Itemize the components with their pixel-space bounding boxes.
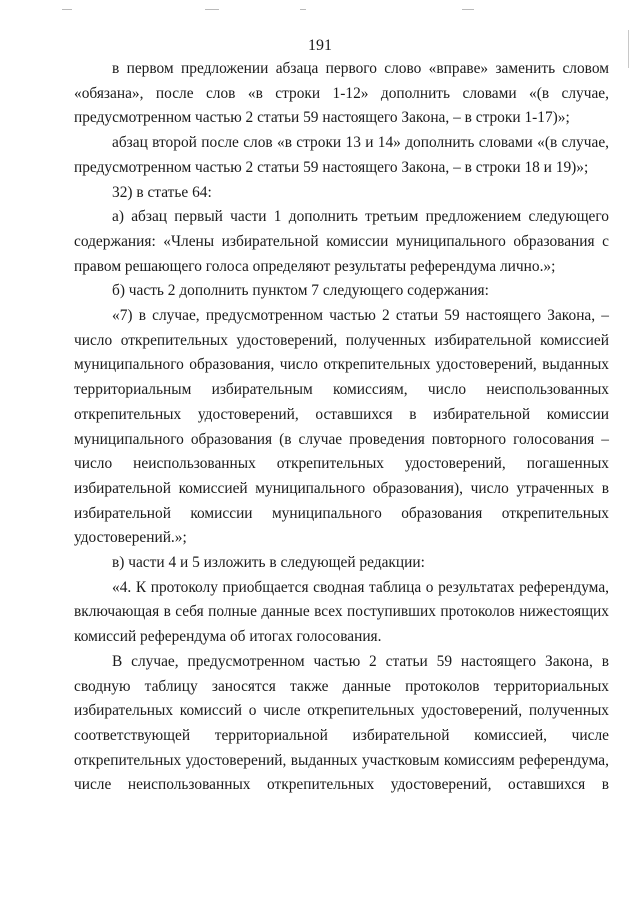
- paragraph: «4. К протоколу приобщается сводная таблица о результатах референдума, включающая в себя полные данные всех поступивших протоколов нижестоящих комиссий референдума об итогах голосования.: [74, 578, 609, 646]
- paragraph: в) части 4 и 5 изложить в следующей редакции:: [112, 554, 425, 572]
- document-body: [74, 57, 609, 798]
- paragraph: б) часть 2 дополнить пунктом 7 следующего содержания:: [112, 282, 489, 300]
- paragraph: абзац второй после слов «в строки 13 и 14» дополнить словами «(в случае, предусмотренном частью 2 статьи 59 настоящего Закона, – в строки 18 и 19)»;: [74, 134, 609, 176]
- page-number: 191: [308, 37, 332, 54]
- paragraph: В случае, предусмотренном частью 2 статьи 59 настоящего Закона, в сводную таблицу заносятся также данные протоколов территориальных избирательных комиссий о числе открепительных удостоверений, полученных соответствующей территориальной избирательной комиссией, числе открепительных удостоверений, выданных участковым комиссиям референдума, числе неиспользованных открепительных удостоверений, оставшихся в: [74, 652, 609, 794]
- scan-artifact: [62, 9, 72, 10]
- scan-artifact: [462, 9, 474, 10]
- scan-artifact: [205, 9, 219, 10]
- paragraph: а) абзац первый части 1 дополнить третьим предложением следующего содержания: «Члены избирательной комиссии муниципального образования с правом решающего голоса определяют результаты референдума лично.»;: [74, 208, 609, 275]
- paragraph: 32) в статье 64:: [112, 183, 212, 201]
- paragraph: «7) в случае, предусмотренном частью 2 статьи 59 настоящего Закона, – число открепительных удостоверений, полученных избирательной комиссией муниципального образования, число открепительных удостоверений, выданных территориальным избирательным комиссиям, число неиспользованных открепительных удостоверений, оставшихся в избирательной комиссии муниципального образования (в случае проведения повторного голосования – число неиспользованных открепительных удостоверений, погашенных избирательной комиссией муниципального образования), число утраченных в избирательной комиссии муниципального образования открепительных удостоверений.»;: [74, 307, 609, 547]
- paragraph: в первом предложении абзаца первого слово «вправе» заменить словом «обязана», после слов «в строки 1-12» дополнить словами «(в случае, предусмотренном частью 2 статьи 59 настоящего Закона, – в строки 1-17)»;: [74, 60, 609, 127]
- scan-artifact: [300, 9, 306, 10]
